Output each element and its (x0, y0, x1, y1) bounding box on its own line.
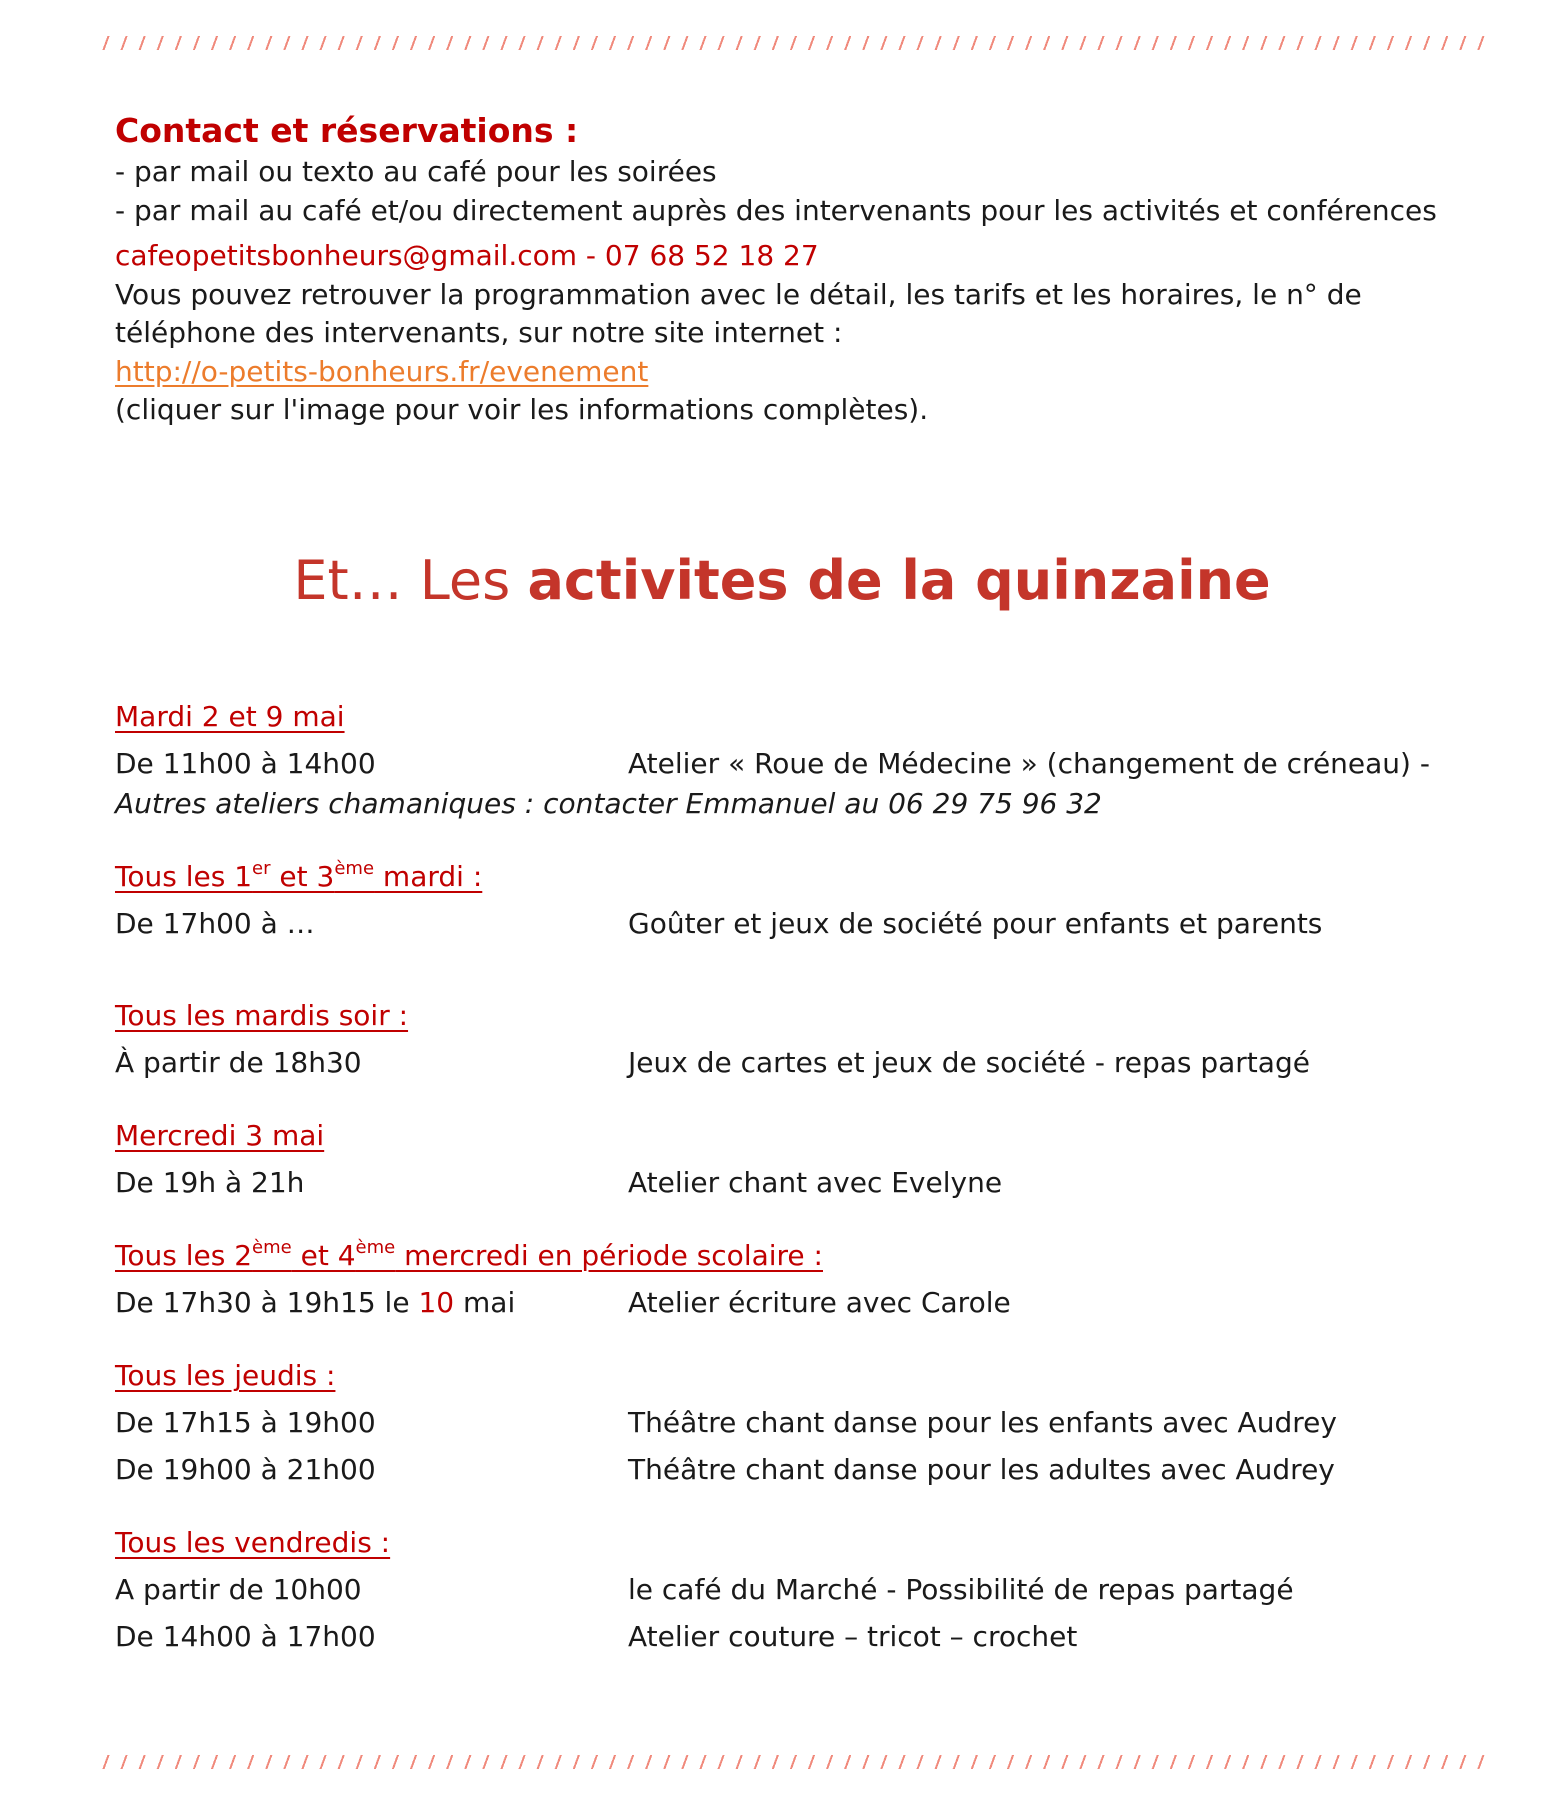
title-sup: er (252, 858, 271, 879)
schedule-row (115, 1570, 1505, 1610)
row-time: De 17h00 à … (115, 907, 315, 940)
contact-line-soirees: - par mail ou texto au café pour les soirées (115, 155, 717, 188)
schedule-group-mercredi-3-mai (115, 1116, 1505, 1203)
time-day: 10 (418, 1286, 455, 1319)
time-part: mai (454, 1286, 516, 1319)
schedule-row (115, 1043, 1505, 1083)
row-time: De 19h à 21h (115, 1166, 305, 1199)
contact-line-activites: - par mail au café et/ou directement auprès des intervenants pour les activités et conférences (115, 193, 1437, 227)
contact-email-phone[interactable]: cafeopetitsbonheurs@gmail.com - 07 68 52 18 27 (115, 239, 819, 272)
group-title: Tous les jeudis : (115, 1359, 336, 1392)
schedule-row (115, 1403, 1505, 1443)
title-part: mardi : (374, 860, 483, 893)
decorative-top-border (100, 36, 1490, 50)
title-sup: ème (355, 1237, 396, 1258)
row-time: De 11h00 à 14h00 (115, 747, 376, 780)
schedule-row (115, 1163, 1505, 1203)
title-part: et 3 (270, 860, 335, 893)
group-title: Tous les vendredis : (115, 1526, 391, 1559)
row-activity: Atelier chant avec Evelyne (628, 1166, 1003, 1199)
schedule (115, 697, 1505, 1690)
schedule-row (115, 1450, 1505, 1490)
title-part: et 4 (291, 1239, 356, 1272)
schedule-row (115, 1617, 1505, 1657)
website-link[interactable]: http://o-petits-bonheurs.fr/evenement (115, 354, 649, 388)
schedule-row (115, 1283, 1505, 1323)
section-title-bold: activites de la quinzaine (527, 549, 1271, 612)
row-time: À partir de 18h30 (115, 1046, 362, 1079)
group-title: Tous les mardis soir : (115, 999, 409, 1032)
row-activity: Goûter et jeux de société pour enfants et parents (628, 907, 1323, 940)
section-title (0, 548, 1564, 614)
row-activity: Atelier couture – tricot – crochet (628, 1620, 1078, 1653)
group-title: Mercredi 3 mai (115, 1119, 325, 1152)
row-activity: Théâtre chant danse pour les enfants avec Audrey (628, 1406, 1337, 1439)
click-image-note: (cliquer sur l'image pour voir les informations complètes). (115, 393, 929, 426)
row-time: De 17h15 à 19h00 (115, 1406, 376, 1439)
group-title: Mardi 2 et 9 mai (115, 700, 345, 733)
schedule-row (115, 904, 1505, 944)
schedule-row (115, 744, 1505, 784)
schedule-group-vendredis (115, 1523, 1505, 1657)
title-sup: ème (334, 858, 375, 879)
time-part: De 17h30 à 19h15 le (115, 1286, 419, 1319)
schedule-group-1er-3eme-mardi (115, 857, 1505, 944)
contact-section (115, 110, 1475, 430)
section-title-prefix: Et… Les (293, 549, 528, 612)
group-title (115, 857, 1505, 897)
row-activity: Atelier « Roue de Médecine » (changement de créneau) - (628, 747, 1430, 780)
title-part: mercredi en période scolaire : (395, 1239, 823, 1272)
title-part: Tous les 2 (115, 1239, 253, 1272)
programme-info-text: Vous pouvez retrouver la programmation avec le détail, les tarifs et les horaires, le n° de téléphone des intervenants, sur notre site internet : (115, 277, 1362, 349)
row-time (115, 1283, 628, 1323)
row-activity: le café du Marché - Possibilité de repas partagé (628, 1573, 1294, 1606)
schedule-group-2eme-4eme-mercredi (115, 1236, 1505, 1323)
chamanic-note: Autres ateliers chamaniques : contacter Emmanuel au 06 29 75 96 32 (115, 787, 1102, 820)
title-part: Tous les 1 (115, 860, 253, 893)
row-activity: Théâtre chant danse pour les adultes avec Audrey (628, 1453, 1335, 1486)
row-time: De 14h00 à 17h00 (115, 1620, 376, 1653)
schedule-group-jeudis (115, 1356, 1505, 1490)
row-time: De 19h00 à 21h00 (115, 1453, 376, 1486)
group-title (115, 1236, 1505, 1276)
row-activity: Atelier écriture avec Carole (628, 1286, 1011, 1319)
decorative-bottom-border (100, 1755, 1490, 1769)
schedule-group-mardis-soir (115, 996, 1505, 1083)
contact-heading: Contact et réservations : (115, 111, 579, 150)
schedule-group-mardi-2-9 (115, 697, 1505, 824)
title-sup: ème (252, 1237, 292, 1258)
row-time: A partir de 10h00 (115, 1573, 362, 1606)
row-activity: Jeux de cartes et jeux de société - repas partagé (628, 1046, 1310, 1079)
